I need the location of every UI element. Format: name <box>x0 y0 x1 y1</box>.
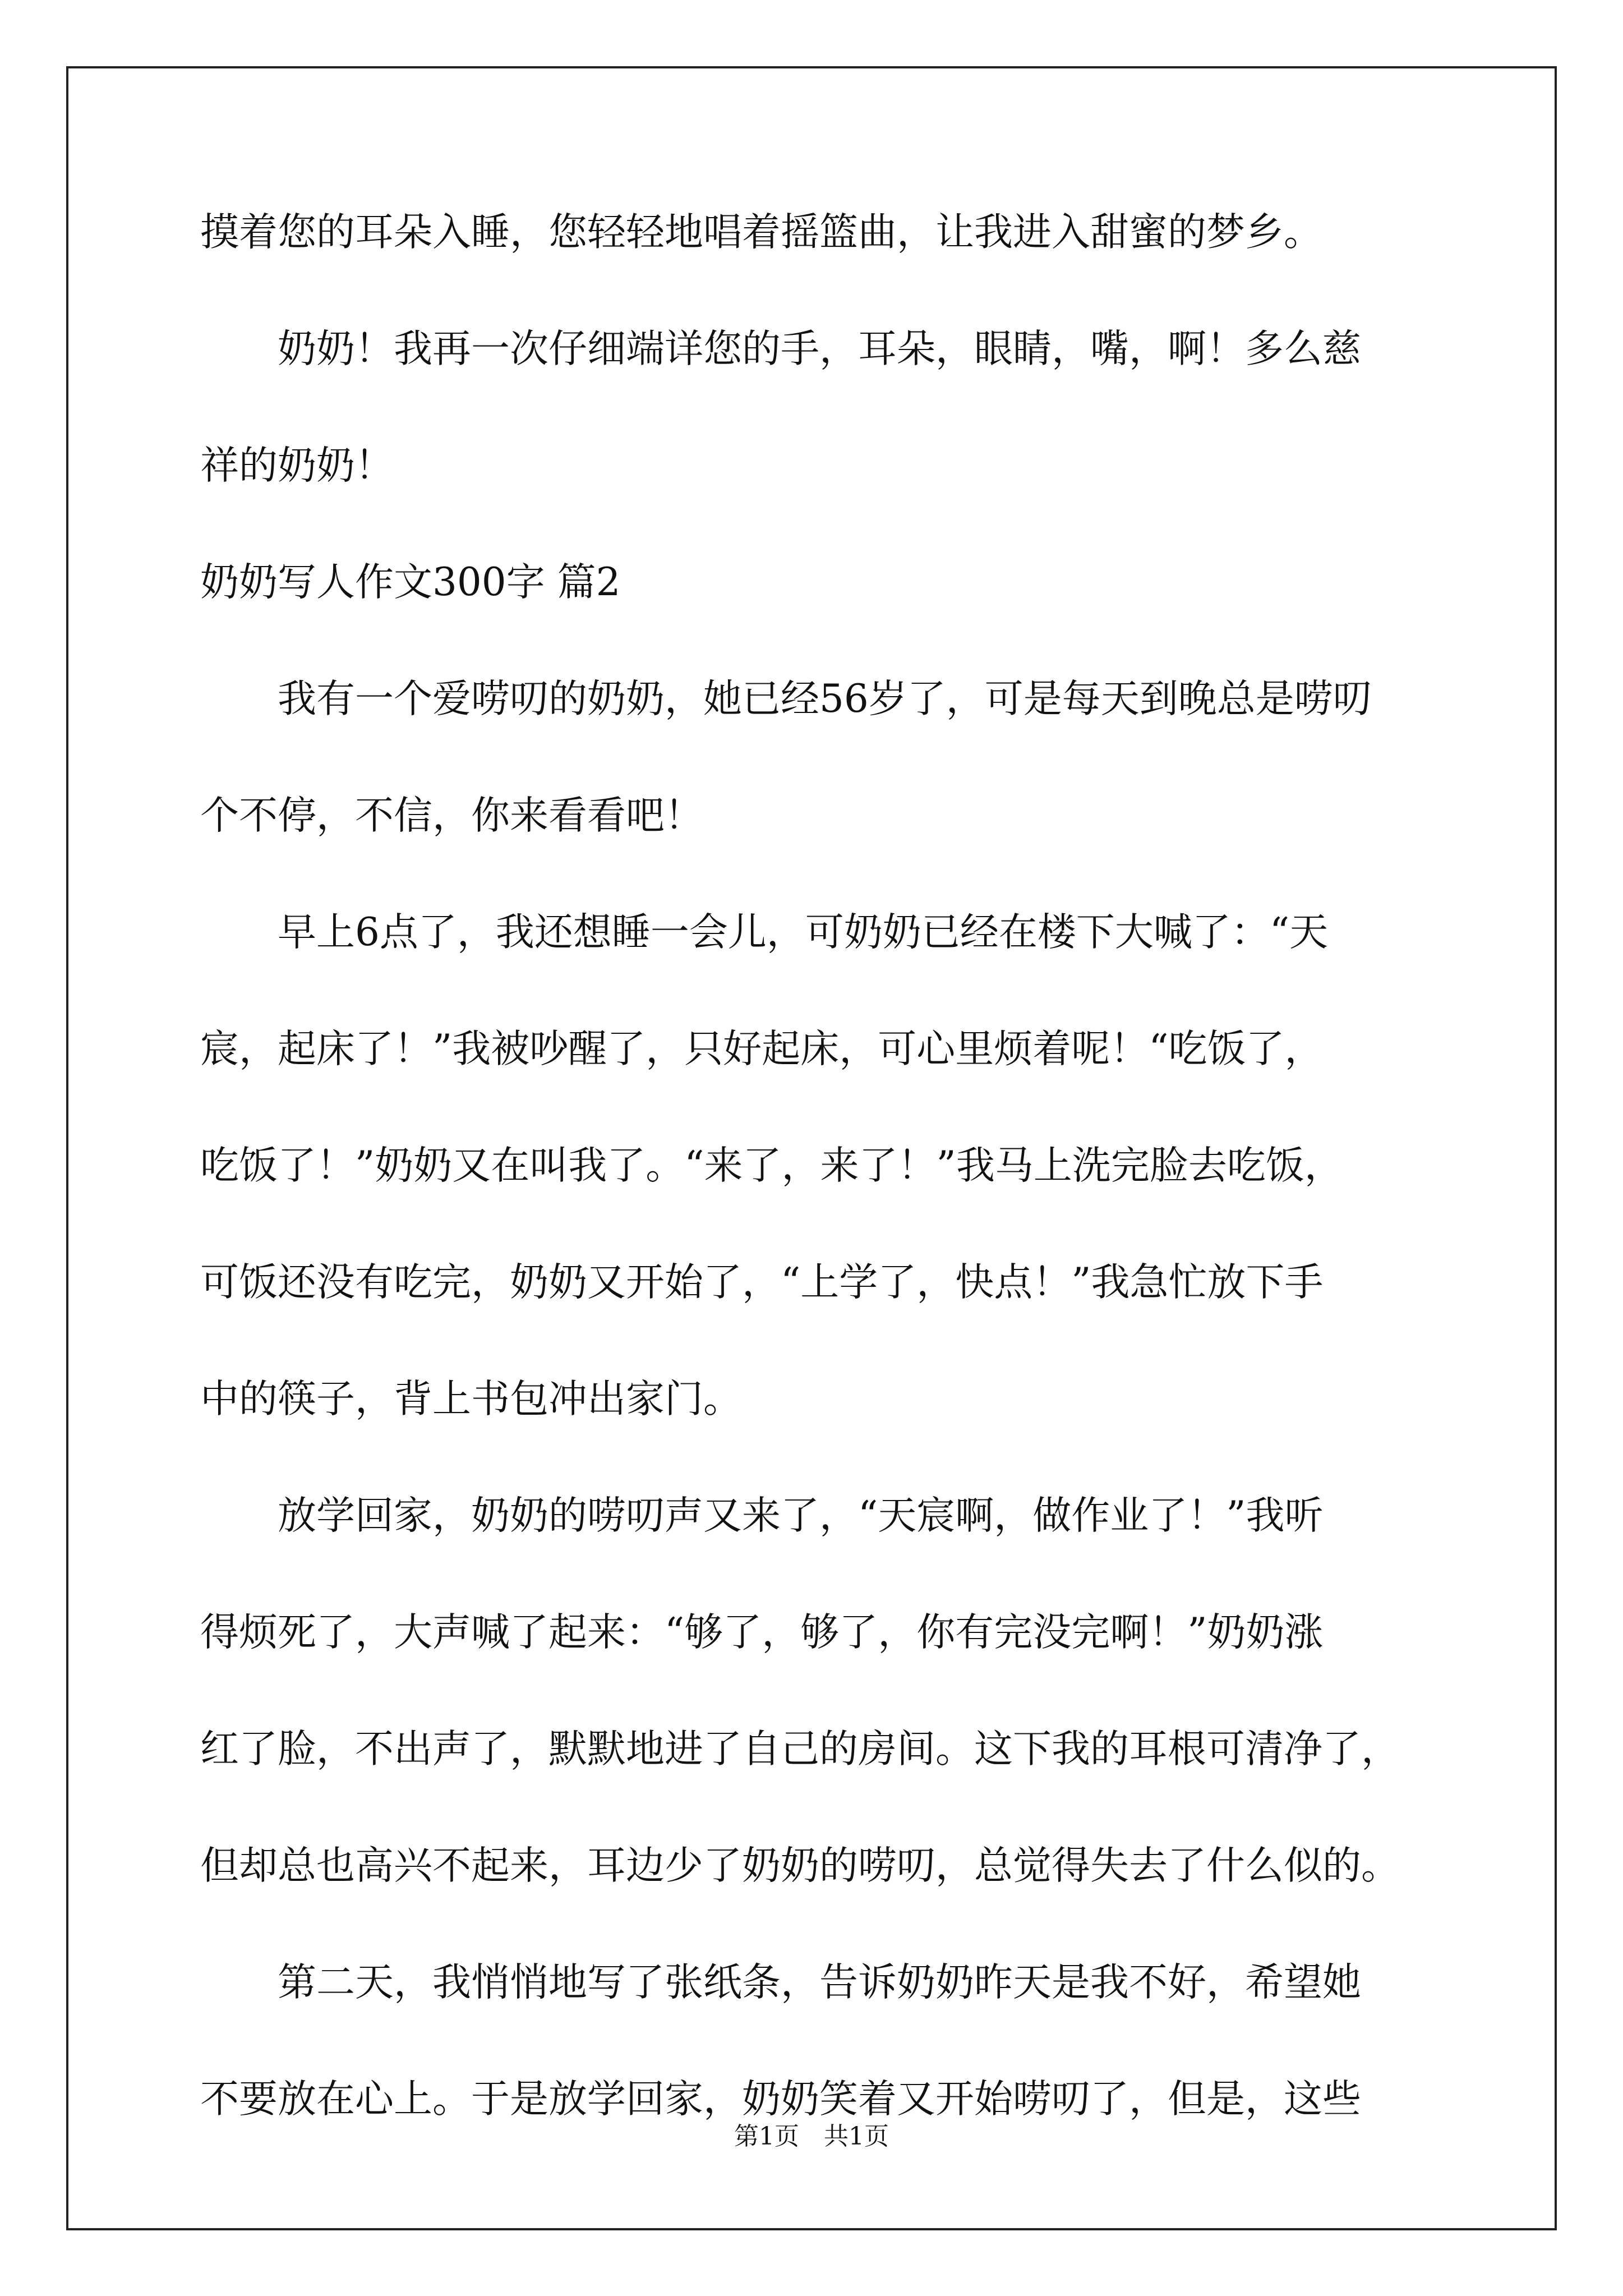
text-line: 中的筷子，背上书包冲出家门。 <box>200 1377 742 1421</box>
text-line: 得烦死了，大声喊了起来：“够了，够了，你有完没完啊！”奶奶涨 <box>200 1610 1324 1655</box>
document-body <box>200 210 1456 2122</box>
section-heading: 奶奶写人作文300字 篇2 <box>200 560 621 605</box>
text-line: 宸，起床了！”我被吵醒了，只好起床，可心里烦着呢！“吃饭了， <box>200 1027 1324 1071</box>
text-line: 奶奶！我再一次仔细端详您的手，耳朵，眼睛，嘴，啊！多么慈 <box>200 326 1361 371</box>
text-line: 个不停，不信，你来看看吧！ <box>200 793 703 838</box>
text-line: 祥的奶奶！ <box>200 443 394 488</box>
text-line: 第二天，我悄悄地写了张纸条，告诉奶奶昨天是我不好，希望她 <box>200 1960 1361 2005</box>
text-line: 早上6点了，我还想睡一会儿，可奶奶已经在楼下大喊了：“天 <box>200 910 1329 955</box>
text-line: 不要放在心上。于是放学回家，奶奶笑着又开始唠叨了，但是，这些 <box>200 2077 1361 2122</box>
text-line: 但却总也高兴不起来，耳边少了奶奶的唠叨，总觉得失去了什么似的。 <box>200 1843 1400 1888</box>
text-line: 摸着您的耳朵入睡，您轻轻地唱着摇篮曲，让我进入甜蜜的梦乡。 <box>200 210 1322 255</box>
page-number-footer: 第1页 共1页 <box>734 2122 889 2151</box>
text-line: 我有一个爱唠叨的奶奶，她已经56岁了，可是每天到晚总是唠叨 <box>200 677 1372 721</box>
text-line: 放学回家，奶奶的唠叨声又来了，“天宸啊，做作业了！”我听 <box>200 1493 1324 1538</box>
text-line: 红了脸，不出声了，默默地进了自己的房间。这下我的耳根可清净了， <box>200 1727 1400 1772</box>
text-line: 可饭还没有吃完，奶奶又开始了，“上学了，快点！”我急忙放下手 <box>200 1260 1324 1305</box>
text-line: 吃饭了！”奶奶又在叫我了。“来了，来了！”我马上洗完脸去吃饭， <box>200 1143 1343 1188</box>
